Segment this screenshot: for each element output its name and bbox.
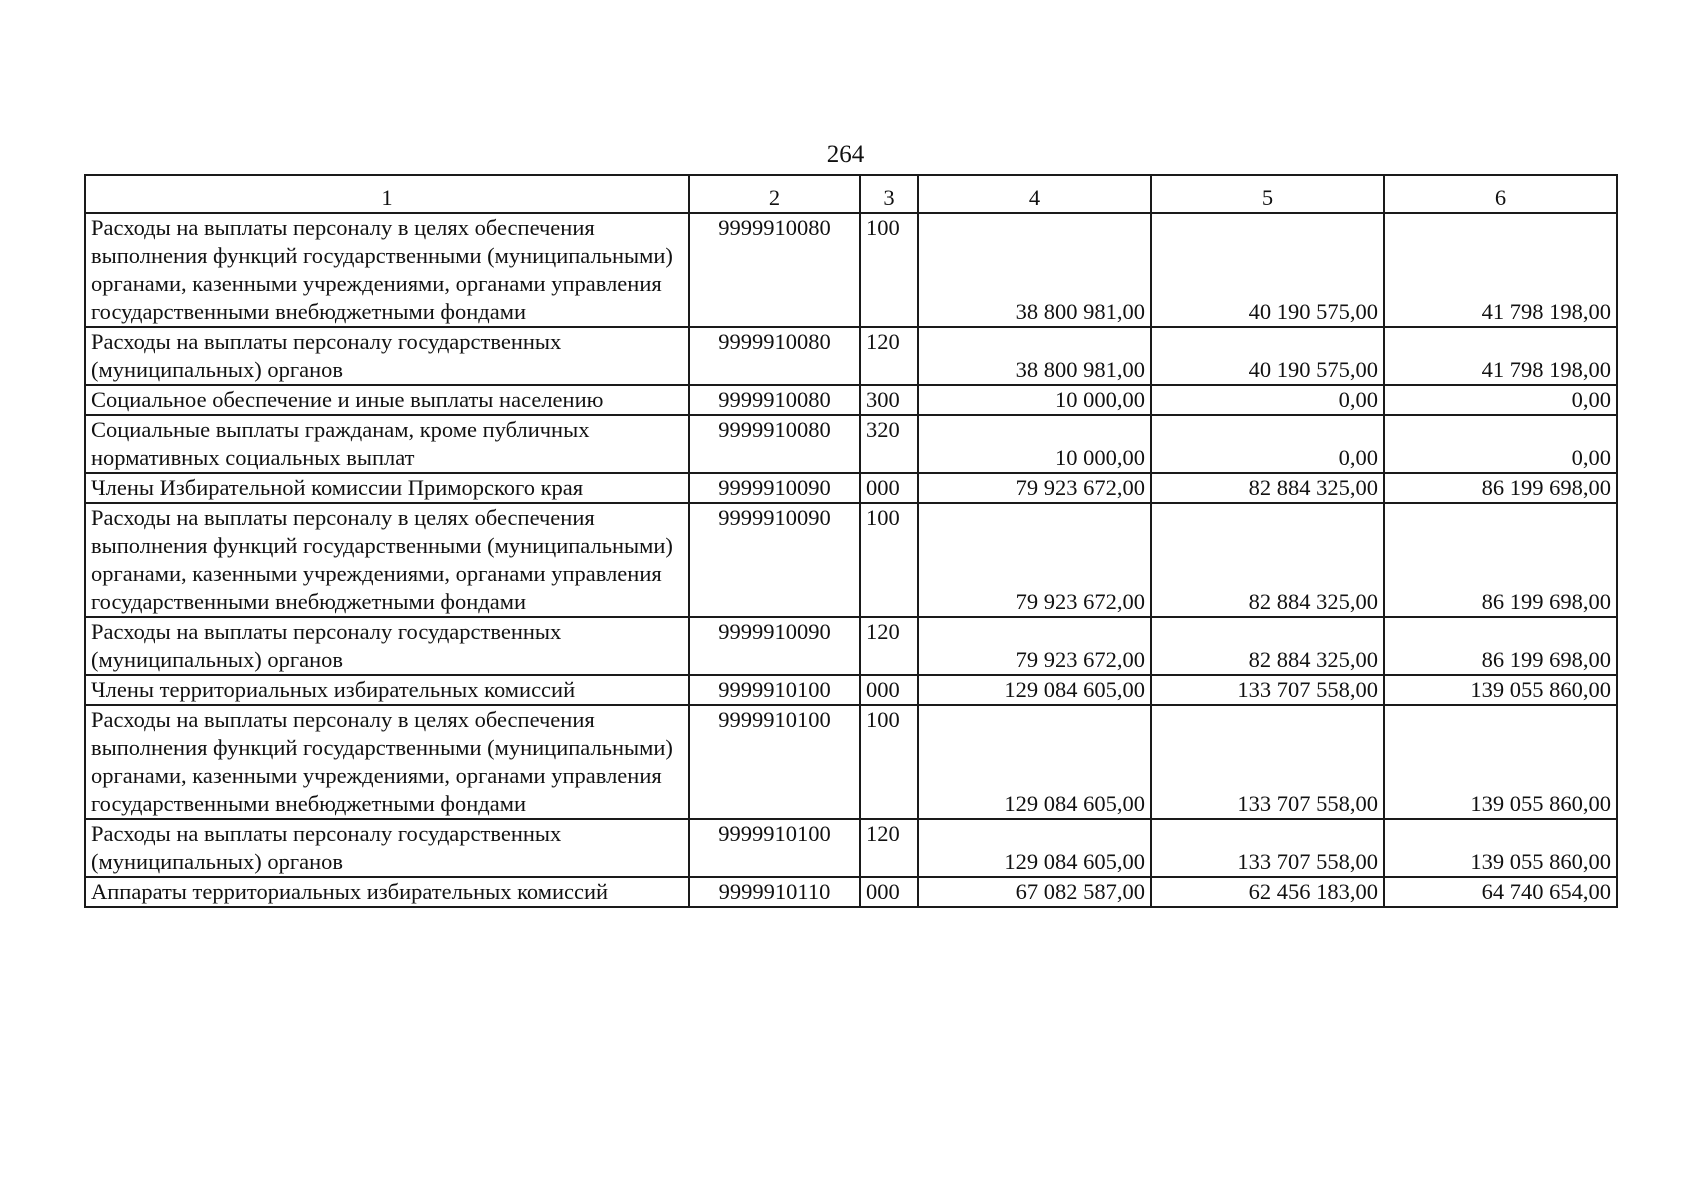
table-row [85, 327, 1617, 385]
row-name: Члены Избирательной комиссии Приморского края [85, 473, 689, 503]
row-type: 000 [860, 675, 918, 705]
row-value-4: 79 923 672,00 [918, 617, 1151, 675]
table-row [85, 473, 1617, 503]
row-value-6: 86 199 698,00 [1384, 617, 1617, 675]
row-code: 9999910090 [689, 503, 860, 617]
row-code: 9999910090 [689, 617, 860, 675]
row-name: Члены территориальных избирательных комиссий [85, 675, 689, 705]
row-value-4: 10 000,00 [918, 415, 1151, 473]
column-header: 5 [1151, 175, 1384, 213]
row-value-4: 129 084 605,00 [918, 675, 1151, 705]
row-name: Расходы на выплаты персоналу в целях обеспечения выполнения функций государственными (муниципальными) органами, казенными учреждениями, органами управления государственными внебюджетными фондами [85, 705, 689, 819]
table-row [85, 385, 1617, 415]
row-value-4: 10 000,00 [918, 385, 1151, 415]
row-type: 120 [860, 617, 918, 675]
row-type: 120 [860, 819, 918, 877]
row-value-5: 82 884 325,00 [1151, 617, 1384, 675]
row-value-6: 64 740 654,00 [1384, 877, 1617, 907]
row-value-4: 38 800 981,00 [918, 213, 1151, 327]
column-header: 6 [1384, 175, 1617, 213]
row-value-6: 0,00 [1384, 385, 1617, 415]
row-value-6: 41 798 198,00 [1384, 327, 1617, 385]
page-number: 264 [826, 141, 865, 168]
row-name: Социальные выплаты гражданам, кроме публичных нормативных социальных выплат [85, 415, 689, 473]
row-value-4: 129 084 605,00 [918, 705, 1151, 819]
row-value-5: 40 190 575,00 [1151, 213, 1384, 327]
row-value-5: 133 707 558,00 [1151, 705, 1384, 819]
row-name: Аппараты территориальных избирательных комиссий [85, 877, 689, 907]
row-value-6: 86 199 698,00 [1384, 503, 1617, 617]
row-value-4: 79 923 672,00 [918, 473, 1151, 503]
row-type: 300 [860, 385, 918, 415]
row-value-6: 139 055 860,00 [1384, 705, 1617, 819]
row-value-6: 139 055 860,00 [1384, 819, 1617, 877]
row-code: 9999910100 [689, 819, 860, 877]
row-type: 100 [860, 503, 918, 617]
row-type: 100 [860, 213, 918, 327]
table-row [85, 819, 1617, 877]
row-value-5: 0,00 [1151, 385, 1384, 415]
row-name: Социальное обеспечение и иные выплаты населению [85, 385, 689, 415]
column-header: 4 [918, 175, 1151, 213]
row-name: Расходы на выплаты персоналу государственных (муниципальных) органов [85, 819, 689, 877]
row-code: 9999910080 [689, 415, 860, 473]
row-value-5: 133 707 558,00 [1151, 675, 1384, 705]
row-code: 9999910080 [689, 327, 860, 385]
row-type: 100 [860, 705, 918, 819]
table-row [85, 877, 1617, 907]
row-code: 9999910100 [689, 675, 860, 705]
row-value-5: 62 456 183,00 [1151, 877, 1384, 907]
row-value-5: 40 190 575,00 [1151, 327, 1384, 385]
row-name: Расходы на выплаты персоналу государственных (муниципальных) органов [85, 617, 689, 675]
row-type: 000 [860, 473, 918, 503]
row-code: 9999910100 [689, 705, 860, 819]
row-value-5: 82 884 325,00 [1151, 473, 1384, 503]
row-value-5: 133 707 558,00 [1151, 819, 1384, 877]
row-value-4: 129 084 605,00 [918, 819, 1151, 877]
row-type: 120 [860, 327, 918, 385]
row-value-5: 0,00 [1151, 415, 1384, 473]
table-row [85, 503, 1617, 617]
row-value-4: 38 800 981,00 [918, 327, 1151, 385]
budget-table [84, 174, 1618, 908]
column-header: 3 [860, 175, 918, 213]
row-value-6: 86 199 698,00 [1384, 473, 1617, 503]
row-value-6: 139 055 860,00 [1384, 675, 1617, 705]
row-value-6: 0,00 [1384, 415, 1617, 473]
row-code: 9999910080 [689, 213, 860, 327]
row-code: 9999910080 [689, 385, 860, 415]
row-value-6: 41 798 198,00 [1384, 213, 1617, 327]
column-header: 1 [85, 175, 689, 213]
row-value-5: 82 884 325,00 [1151, 503, 1384, 617]
column-header: 2 [689, 175, 860, 213]
table-row [85, 213, 1617, 327]
row-value-4: 79 923 672,00 [918, 503, 1151, 617]
row-type: 320 [860, 415, 918, 473]
row-code: 9999910090 [689, 473, 860, 503]
row-value-4: 67 082 587,00 [918, 877, 1151, 907]
table-row [85, 675, 1617, 705]
row-code: 9999910110 [689, 877, 860, 907]
header-row [85, 175, 1617, 213]
table-row [85, 617, 1617, 675]
row-type: 000 [860, 877, 918, 907]
table-row [85, 415, 1617, 473]
row-name: Расходы на выплаты персоналу в целях обеспечения выполнения функций государственными (муниципальными) органами, казенными учреждениями, органами управления государственными внебюджетными фондами [85, 503, 689, 617]
row-name: Расходы на выплаты персоналу государственных (муниципальных) органов [85, 327, 689, 385]
table-row [85, 705, 1617, 819]
row-name: Расходы на выплаты персоналу в целях обеспечения выполнения функций государственными (муниципальными) органами, казенными учреждениями, органами управления государственными внебюджетными фондами [85, 213, 689, 327]
